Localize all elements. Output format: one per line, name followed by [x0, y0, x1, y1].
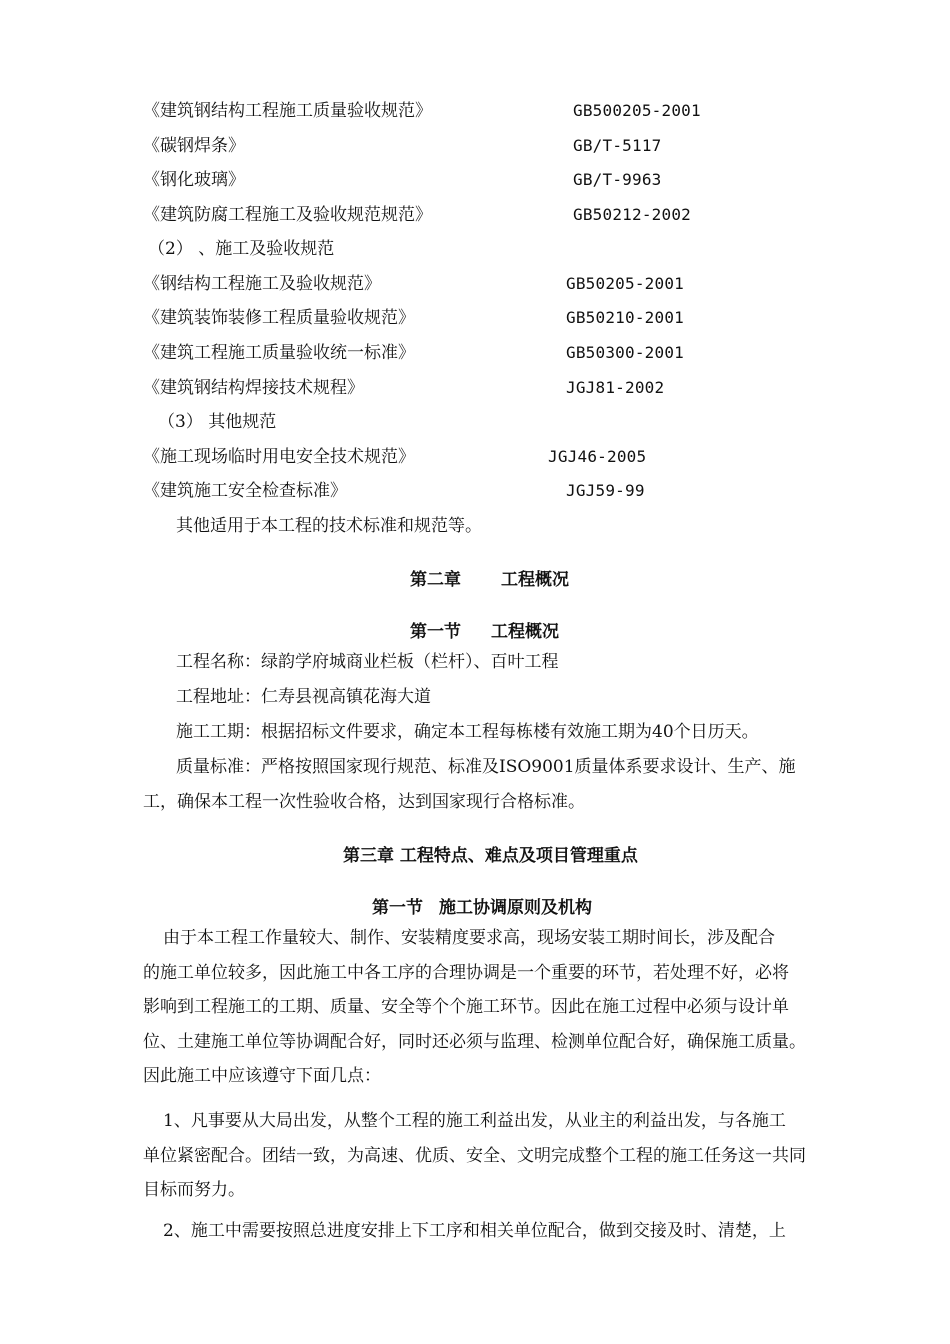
standard-name: 《建筑装饰装修工程质量验收规范》	[143, 308, 415, 328]
standard-code: JGJ81-2002	[566, 378, 665, 397]
intro-paragraph	[143, 921, 833, 1094]
paragraph-line: 单位紧密配合。团结一致，为高速、优质、安全、文明完成整个工程的施工任务这一共同	[143, 1145, 806, 1166]
standard-name: 《建筑施工安全检查标准》	[143, 481, 347, 501]
paragraph-line: 的施工单位较多，因此施工中各工序的合理协调是一个重要的环节，若处理不好，必将	[143, 962, 789, 983]
chapter-heading	[410, 569, 569, 591]
standard-code: GB500205-2001	[573, 101, 701, 120]
standard-name: 《碳钢焊条》	[143, 136, 245, 156]
standard-code: GB50205-2001	[566, 274, 684, 293]
point-1-paragraph	[143, 1104, 833, 1208]
standard-name: 《建筑钢结构工程施工质量验收规范》	[143, 101, 432, 121]
standard-code: GB/T-5117	[573, 136, 662, 155]
standard-code: GB50210-2001	[566, 308, 684, 327]
standard-name: 《建筑防腐工程施工及验收规范规范》	[143, 205, 432, 225]
project-quality: 质量标准：严格按照国家现行规范、标准及ISO9001质量体系要求设计、生产、施	[176, 757, 796, 777]
project-address: 工程地址：仁寿县视高镇花海大道	[176, 687, 431, 707]
paragraph-line: 位、土建施工单位等协调配合好，同时还必须与监理、检测单位配合好，确保施工质量。	[143, 1031, 806, 1052]
standard-name: 《建筑工程施工质量验收统一标准》	[143, 343, 415, 363]
standard-code: GB50212-2002	[573, 205, 691, 224]
standard-code: GB/T-9963	[573, 170, 662, 189]
section-title: 工程概况	[491, 622, 559, 642]
paragraph-line: 影响到工程施工的工期、质量、安全等个个施工环节。因此在施工过程中必须与设计单	[143, 997, 789, 1018]
section-heading	[410, 621, 559, 643]
chapter-title: 工程概况	[501, 570, 569, 590]
paragraph-line: 2、施工中需要按照总进度安排上下工序和相关单位配合，做到交接及时、清楚，上	[163, 1221, 786, 1241]
standard-name: 《建筑钢结构焊接技术规程》	[143, 378, 364, 398]
standard-code: GB50300-2001	[566, 343, 684, 362]
project-quality-continued: 工，确保本工程一次性验收合格，达到国家现行合格标准。	[143, 792, 585, 812]
standard-code: JGJ46-2005	[548, 447, 647, 466]
subheading: （2） 、施工及验收规范	[148, 239, 335, 259]
paragraph-line: 因此施工中应该遵守下面几点：	[143, 1066, 381, 1087]
paragraph-line: 目标而努力。	[143, 1180, 245, 1201]
paragraph-line: 1、凡事要从大局出发，从整个工程的施工利益出发，从业主的利益出发，与各施工	[163, 1111, 786, 1131]
section-number: 第一节	[372, 898, 423, 918]
standard-code: JGJ59-99	[566, 481, 645, 500]
chapter-number: 第二章	[410, 570, 461, 590]
chapter-heading: 第三章 工程特点、难点及项目管理重点	[343, 846, 638, 866]
paragraph-line: 由于本工程工作量较大、制作、安装精度要求高，现场安装工期时间长，涉及配合	[163, 928, 775, 948]
section-number: 第一节	[410, 622, 461, 642]
section-title: 施工协调原则及机构	[439, 898, 592, 918]
section-heading	[372, 897, 592, 919]
other-standards-note: 其他适用于本工程的技术标准和规范等。	[176, 516, 482, 536]
standard-name: 《钢结构工程施工及验收规范》	[143, 274, 381, 294]
standard-name: 《施工现场临时用电安全技术规范》	[143, 447, 415, 467]
standard-name: 《钢化玻璃》	[143, 170, 245, 190]
subheading: （3） 其他规范	[158, 412, 277, 432]
point-2-paragraph	[143, 1214, 833, 1249]
project-name: 工程名称：绿韵学府城商业栏板（栏杆）、百叶工程	[176, 652, 559, 672]
project-duration: 施工工期：根据招标文件要求，确定本工程每栋楼有效施工期为40个日历天。	[176, 722, 759, 742]
